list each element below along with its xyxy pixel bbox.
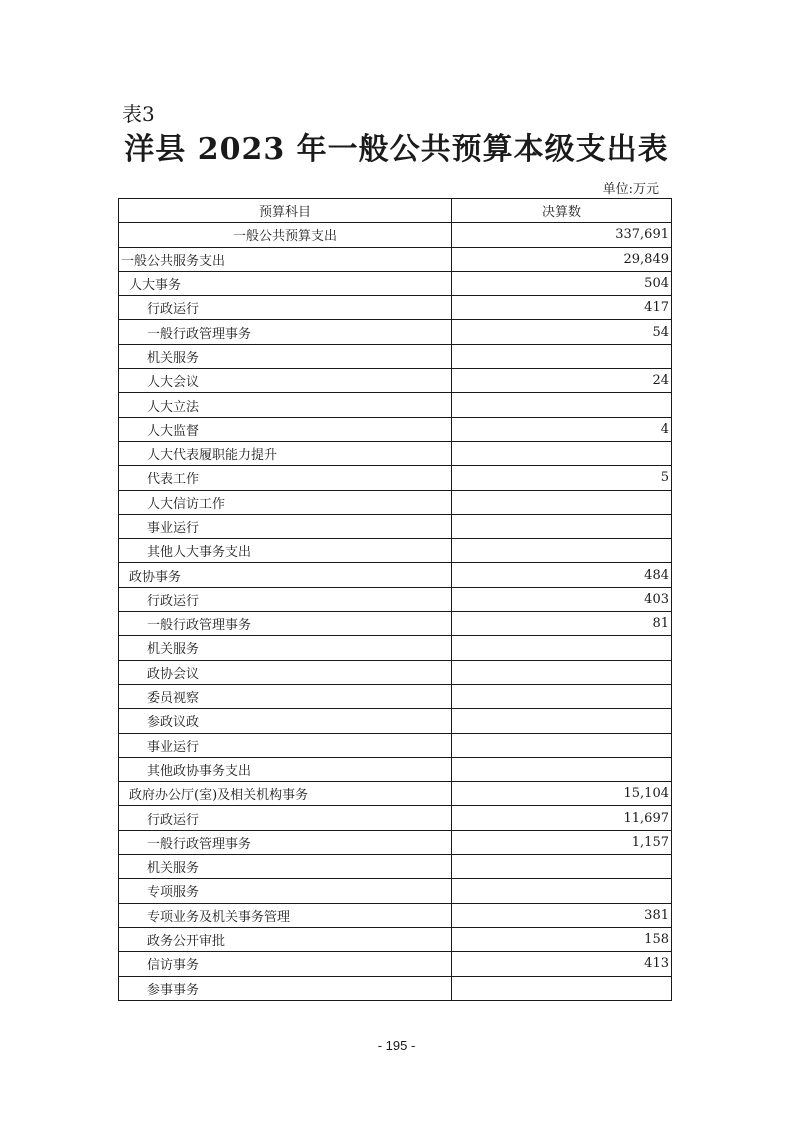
table-row bbox=[119, 806, 672, 830]
table-row bbox=[119, 636, 672, 660]
row-amount bbox=[452, 490, 672, 514]
row-subject: 其他人大事务支出 bbox=[119, 539, 452, 563]
row-subject: 一般公共服务支出 bbox=[119, 247, 452, 271]
row-amount: 81 bbox=[452, 612, 672, 636]
table-row bbox=[119, 247, 672, 271]
row-amount: 504 bbox=[452, 271, 672, 295]
row-amount: 337,691 bbox=[452, 223, 672, 247]
row-amount bbox=[452, 757, 672, 781]
table-body bbox=[119, 223, 672, 1001]
row-subject: 事业运行 bbox=[119, 733, 452, 757]
table-row bbox=[119, 660, 672, 684]
row-amount bbox=[452, 660, 672, 684]
table-row bbox=[119, 879, 672, 903]
row-subject: 人大监督 bbox=[119, 417, 452, 441]
row-subject: 其他政协事务支出 bbox=[119, 757, 452, 781]
row-amount bbox=[452, 976, 672, 1000]
row-amount: 417 bbox=[452, 296, 672, 320]
row-subject: 人大代表履职能力提升 bbox=[119, 441, 452, 465]
table-header-row bbox=[119, 199, 672, 223]
table-row bbox=[119, 223, 672, 247]
page-title: 洋县 2023 年一般公共预算本级支出表 bbox=[124, 132, 669, 167]
row-subject: 政协事务 bbox=[119, 563, 452, 587]
table-row bbox=[119, 344, 672, 368]
row-amount bbox=[452, 855, 672, 879]
table-row bbox=[119, 490, 672, 514]
row-amount: 4 bbox=[452, 417, 672, 441]
table-row bbox=[119, 539, 672, 563]
page-number: - 195 - bbox=[377, 1038, 416, 1053]
row-amount bbox=[452, 344, 672, 368]
row-subject: 事业运行 bbox=[119, 514, 452, 538]
table-row bbox=[119, 563, 672, 587]
row-subject: 机关服务 bbox=[119, 636, 452, 660]
table-row bbox=[119, 903, 672, 927]
table-row bbox=[119, 927, 672, 951]
column-header-subject: 预算科目 bbox=[119, 199, 452, 223]
row-subject: 行政运行 bbox=[119, 806, 452, 830]
row-subject: 行政运行 bbox=[119, 587, 452, 611]
row-subject: 专项业务及机关事务管理 bbox=[119, 903, 452, 927]
table-row bbox=[119, 952, 672, 976]
row-subject: 人大会议 bbox=[119, 369, 452, 393]
row-amount: 54 bbox=[452, 320, 672, 344]
table-row bbox=[119, 441, 672, 465]
table-row bbox=[119, 393, 672, 417]
row-subject: 人大立法 bbox=[119, 393, 452, 417]
table-row bbox=[119, 587, 672, 611]
row-amount: 1,157 bbox=[452, 830, 672, 854]
row-subject: 参事事务 bbox=[119, 976, 452, 1000]
row-subject: 参政议政 bbox=[119, 709, 452, 733]
row-amount bbox=[452, 514, 672, 538]
row-amount: 11,697 bbox=[452, 806, 672, 830]
column-header-amount: 决算数 bbox=[452, 199, 672, 223]
table-row bbox=[119, 466, 672, 490]
table-row bbox=[119, 782, 672, 806]
row-subject: 信访事务 bbox=[119, 952, 452, 976]
table-row bbox=[119, 612, 672, 636]
row-subject: 一般行政管理事务 bbox=[119, 830, 452, 854]
table-row bbox=[119, 855, 672, 879]
row-subject: 政协会议 bbox=[119, 660, 452, 684]
table-row bbox=[119, 733, 672, 757]
row-amount bbox=[452, 636, 672, 660]
row-amount: 158 bbox=[452, 927, 672, 951]
row-amount: 381 bbox=[452, 903, 672, 927]
row-subject: 机关服务 bbox=[119, 855, 452, 879]
row-amount bbox=[452, 393, 672, 417]
row-subject: 人大信访工作 bbox=[119, 490, 452, 514]
table-row bbox=[119, 709, 672, 733]
row-subject: 一般行政管理事务 bbox=[119, 612, 452, 636]
row-amount: 5 bbox=[452, 466, 672, 490]
row-subject: 政务公开审批 bbox=[119, 927, 452, 951]
row-amount bbox=[452, 709, 672, 733]
row-subject: 代表工作 bbox=[119, 466, 452, 490]
table-row bbox=[119, 320, 672, 344]
row-subject: 委员视察 bbox=[119, 684, 452, 708]
row-subject: 行政运行 bbox=[119, 296, 452, 320]
table-row bbox=[119, 684, 672, 708]
row-amount: 413 bbox=[452, 952, 672, 976]
table-row bbox=[119, 830, 672, 854]
row-amount bbox=[452, 441, 672, 465]
row-amount: 24 bbox=[452, 369, 672, 393]
unit-label: 单位:万元 bbox=[602, 182, 659, 197]
row-amount: 29,849 bbox=[452, 247, 672, 271]
table-row bbox=[119, 514, 672, 538]
budget-table bbox=[118, 198, 672, 1001]
table-row bbox=[119, 976, 672, 1000]
row-amount: 15,104 bbox=[452, 782, 672, 806]
row-subject: 人大事务 bbox=[119, 271, 452, 295]
row-amount bbox=[452, 539, 672, 563]
row-subject: 一般行政管理事务 bbox=[119, 320, 452, 344]
row-subject: 政府办公厅(室)及相关机构事务 bbox=[119, 782, 452, 806]
row-amount: 484 bbox=[452, 563, 672, 587]
table-row bbox=[119, 417, 672, 441]
row-amount: 403 bbox=[452, 587, 672, 611]
table-label: 表3 bbox=[122, 102, 155, 126]
row-amount bbox=[452, 879, 672, 903]
row-amount bbox=[452, 684, 672, 708]
table-row bbox=[119, 369, 672, 393]
table-row bbox=[119, 757, 672, 781]
row-subject: 机关服务 bbox=[119, 344, 452, 368]
table-row bbox=[119, 296, 672, 320]
table-row bbox=[119, 271, 672, 295]
row-amount bbox=[452, 733, 672, 757]
row-subject: 一般公共预算支出 bbox=[119, 223, 452, 247]
row-subject: 专项服务 bbox=[119, 879, 452, 903]
